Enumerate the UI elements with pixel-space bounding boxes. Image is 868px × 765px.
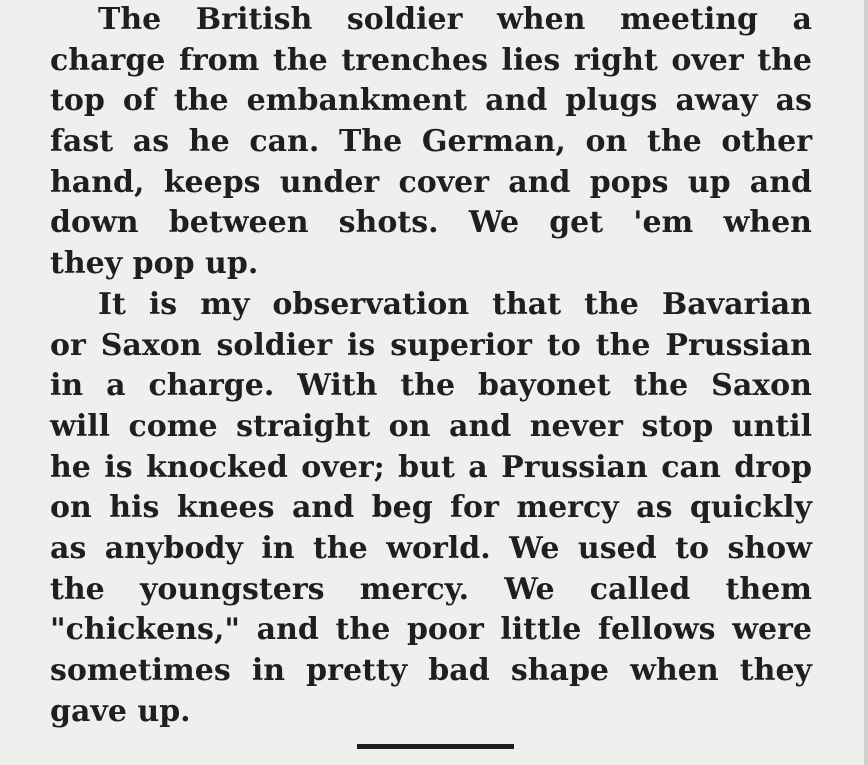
- text-line: the youngsters mercy. We called them: [50, 571, 812, 607]
- text-line: fast as he can. The German, on the other: [50, 124, 812, 160]
- paragraph-2: [50, 285, 812, 733]
- column-border: [864, 0, 868, 765]
- text-line: "chickens," and the poor little fellows were: [50, 612, 812, 648]
- text-line: they pop up.: [50, 246, 259, 282]
- text-line: top of the embankment and plugs away as: [50, 83, 812, 119]
- text-line: on his knees and beg for mercy as quickly: [50, 490, 812, 526]
- text-line: he is knocked over; but a Prussian can drop: [50, 449, 812, 485]
- text-line: will come straight on and never stop until: [50, 408, 812, 444]
- text-line: or Saxon soldier is superior to the Prussian: [50, 327, 812, 363]
- paragraph-1: [50, 0, 812, 285]
- text-line: in a charge. With the bayonet the Saxon: [50, 368, 812, 404]
- text-line: It is my observation that the Bavarian: [98, 286, 812, 322]
- article-column: [50, 0, 812, 732]
- text-line: The British soldier when meeting a: [98, 2, 812, 37]
- text-line: gave up.: [50, 693, 191, 729]
- text-line: down between shots. We get 'em when: [50, 205, 812, 241]
- text-line: sometimes in pretty bad shape when they: [50, 653, 812, 688]
- text-line: hand, keeps under cover and pops up and: [50, 164, 812, 200]
- text-line: as anybody in the world. We used to show: [50, 530, 812, 566]
- section-divider-rule: [357, 744, 514, 749]
- text-line: charge from the trenches lies right over the: [50, 42, 812, 78]
